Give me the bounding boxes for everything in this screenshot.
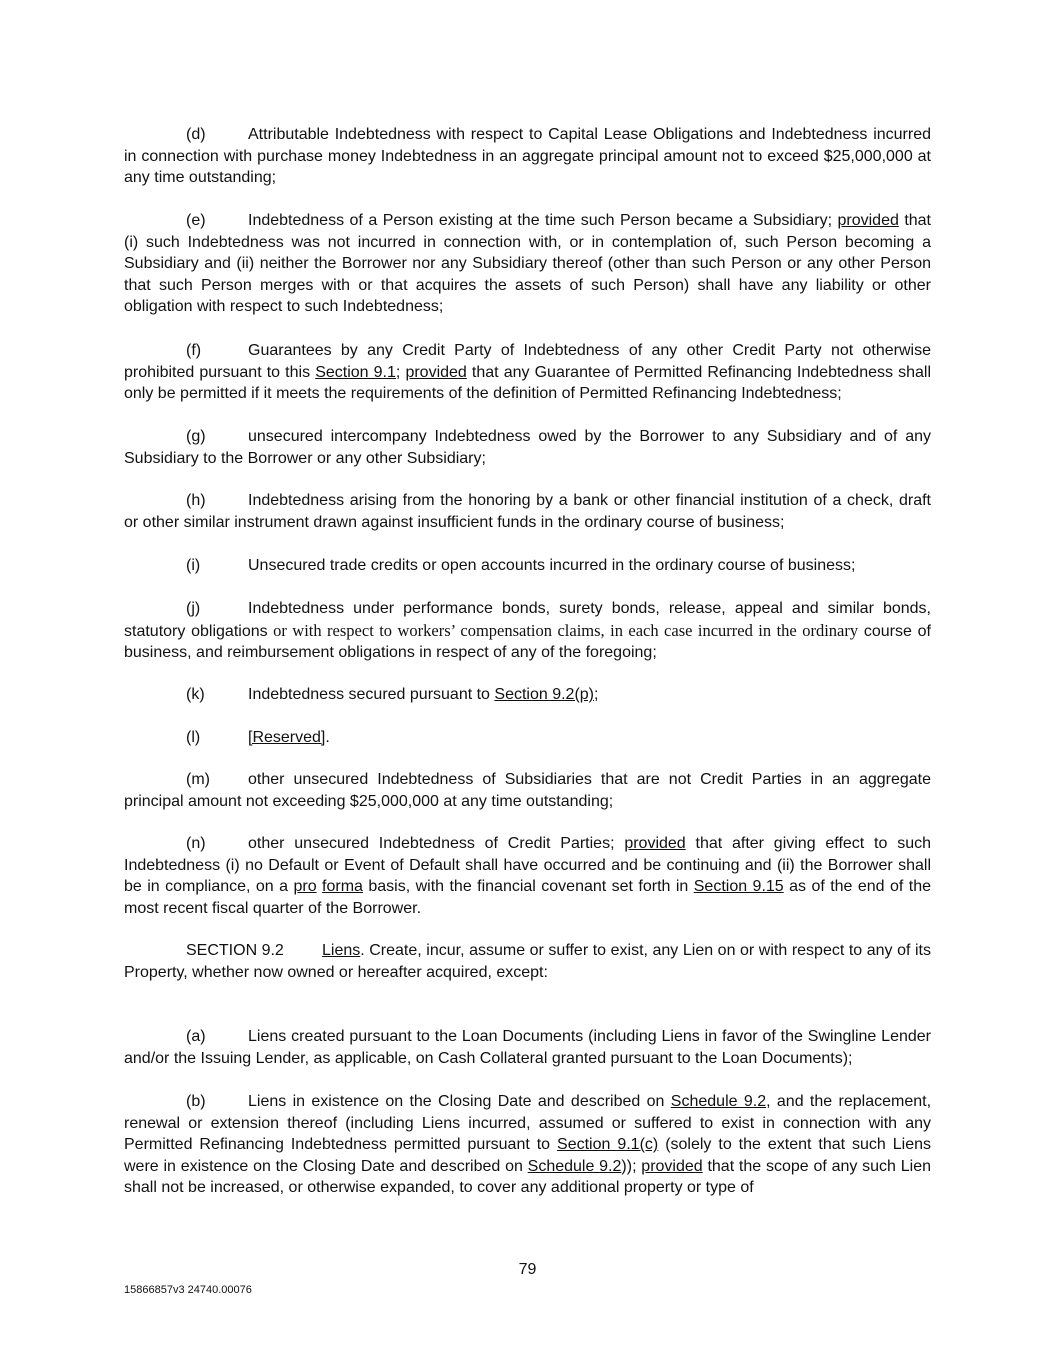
clause-f (124, 340, 931, 405)
section-reference: Section 9.1 (315, 363, 396, 381)
clause-k (124, 684, 931, 706)
clause-text: ; (395, 363, 406, 381)
clause-label: (i) (186, 557, 201, 574)
schedule-reference: Schedule 9.2 (527, 1157, 622, 1175)
clause-l (124, 727, 931, 749)
clause-text: that any Guarantee of Permitted Refinancing Indebtedness shall only be permitted if it meets the requirements of the definition of Permitted Refinancing Indebtedness; (124, 363, 932, 403)
section-reference: Section 9.15 (693, 878, 784, 896)
lien-clause-b (124, 1091, 931, 1199)
clause-text: that after giving effect to such Indebtedness (i) no Default or Event of Default shall have occurred and be continuing and (ii) the Borrower shall be in compliance, on a (124, 835, 931, 896)
clause-label: (e) (186, 212, 206, 229)
clause-text: Indebtedness arising from the honoring by a bank or other financial institution of a check, draft or other similar instrument drawn against insufficient funds in the ordinary course of business; (124, 492, 931, 531)
section-9-2-heading (124, 940, 931, 983)
clause-label: (d) (186, 126, 206, 143)
clause-label: (k) (186, 686, 205, 703)
clause-text: unsecured intercompany Indebtedness owed by the Borrower to any Subsidiary and of any Subsidiary to the Borrower or any other Subsidiary; (124, 428, 931, 467)
clause-m (124, 769, 931, 812)
clause-text: basis, with the financial covenant set forth in (362, 878, 694, 896)
clause-text: course of business, and reimbursement obligations in respect of any of the foregoing; (124, 622, 931, 662)
clause-text: Indebtedness of a Person existing at the time such Person became a Subsidiary; (248, 212, 838, 229)
clause-e (124, 210, 931, 318)
clause-text: Indebtedness secured pursuant to (248, 686, 495, 703)
section-number: SECTION 9.2 (186, 942, 284, 959)
pro-term: pro (293, 878, 317, 896)
clause-d (124, 124, 931, 189)
clause-n (124, 833, 931, 919)
clause-text: Attributable Indebtedness with respect to Capital Lease Obligations and Indebtedness incurred in connection with purchase money Indebtedness in an aggregate principal amount not to exceed $25,000,000 at any time outstanding; (124, 126, 931, 187)
clause-label: (f) (186, 342, 202, 359)
clause-i (124, 555, 931, 577)
clause-text: . (325, 729, 330, 746)
clause-label: (a) (186, 1028, 206, 1045)
clause-label: (j) (186, 600, 201, 617)
provided-term: provided (641, 1157, 703, 1175)
clause-label: (n) (186, 835, 206, 852)
clause-label: (l) (186, 729, 201, 746)
section-reference: Section 9.2(p) (494, 686, 594, 703)
clause-text: Guarantees by any Credit Party of Indebtedness of any other Credit Party not otherwise prohibited pursuant to this (124, 342, 931, 381)
section-text: . Create, incur, assume or suffer to exist, any Lien on or with respect to any of its Property, whether now owned or hereafter acquired, except: (124, 942, 931, 981)
section-title: Liens (322, 942, 361, 959)
clause-text: )); (621, 1157, 642, 1175)
page-number: 79 (518, 1261, 537, 1278)
clause-text: as of the end of the most recent fiscal quarter of the Borrower. (124, 878, 932, 917)
clause-g (124, 426, 931, 469)
clause-text: , and the replacement, renewal or extension thereof (including Liens incurred, assumed or suffered to exist in connection with any Permitted Refinancing Indebtedness permitted pursuant to (124, 1093, 932, 1154)
clause-h (124, 490, 931, 533)
section-reference: Section 9.1(c) (557, 1136, 659, 1154)
provided-term: provided (624, 835, 686, 852)
clause-text: or with respect to workers’ compensation claims, in each case incurred in the ordinary (267, 620, 859, 640)
forma-term: forma (322, 878, 363, 896)
provided-term: provided (837, 212, 899, 229)
clause-text: that the scope of any such Lien shall not be increased, or otherwise expanded, to cover any additional property or type of (124, 1157, 931, 1197)
lien-clause-a (124, 1026, 931, 1069)
clause-label: (g) (186, 428, 206, 445)
clause-text: other unsecured Indebtedness of Subsidiaries that are not Credit Parties in an aggregate principal amount not exceeding $25,000,000 at any time outstanding; (124, 771, 931, 810)
clause-text: Liens in existence on the Closing Date and described on (248, 1093, 671, 1110)
reserved-text: [Reserved] (248, 729, 326, 746)
clause-text: Liens created pursuant to the Loan Documents (including Liens in favor of the Swingline Lender and/or the Issuing Lender, as applicable, on Cash Collateral granted pursuant to the Loan Documents); (124, 1028, 931, 1067)
clause-text: Unsecured trade credits or open accounts incurred in the ordinary course of business; (248, 557, 856, 574)
clause-text: other unsecured Indebtedness of Credit Parties; (248, 835, 625, 852)
document-id: 15866857v3 24740.00076 (124, 1284, 252, 1296)
clause-label: (b) (186, 1093, 206, 1110)
schedule-reference: Schedule 9.2 (670, 1093, 767, 1110)
clause-text: ; (594, 686, 599, 703)
clause-text: (solely to the extent that such Liens were in existence on the Closing Date and described on (124, 1136, 932, 1175)
clause-j (124, 598, 931, 664)
clause-label: (m) (186, 771, 210, 788)
clause-text: Indebtedness under performance bonds, surety bonds, release, appeal and similar bonds, statutory obligations (124, 600, 931, 640)
clause-label: (h) (186, 492, 206, 509)
clause-text: that (i) such Indebtedness was not incurred in connection with, or in contemplation of, such Person becoming a Subsidiary and (ii) neither the Borrower nor any Subsidiary thereof (other than such Person or any other Person that such Person merges with or that acquires the assets of such Person) shall have any liability or other obligation with respect to such Indebtedness; (124, 212, 932, 316)
provided-term: provided (405, 363, 467, 381)
